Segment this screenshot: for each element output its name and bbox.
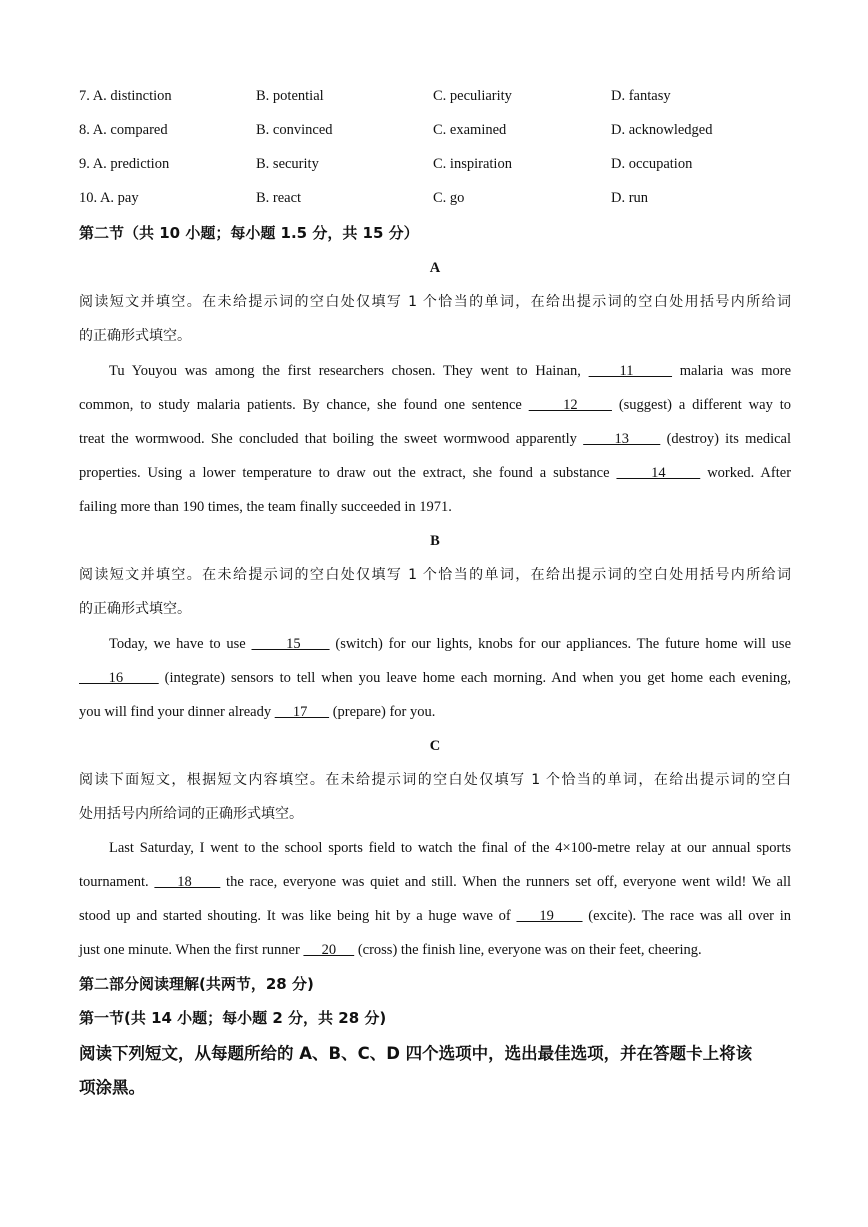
blank-11[interactable]: 11 (588, 363, 673, 379)
part-heading: 第二部分阅读理解(共两节，28 分) (79, 975, 314, 993)
option-a: 7. A. distinction (79, 88, 172, 104)
blank-14[interactable]: 14 (616, 465, 701, 481)
passage-a-instruction: 阅读短文并填空。在未给提示词的空白处仅填写 1 个恰当的单词，在给出提示词的空白处用括号内所给词 (79, 294, 791, 310)
passage-b-instruction: 阅读短文并填空。在未给提示词的空白处仅填写 1 个恰当的单词，在给出提示词的空白处用括号内所给词 (79, 567, 791, 583)
passage-c-line: Last Saturday, I went to the school sports field to watch the final of the 4×100-metre relay at our annual sports (109, 840, 791, 856)
option-d: D. occupation (611, 156, 693, 172)
passage-a-letter: A (429, 260, 441, 276)
reading-instruction-cont: 项涂黑。 (79, 1078, 145, 1097)
passage-b-line: Today, we have to use 15 (switch) for our lights, knobs for our appliances. The future home will use (109, 636, 792, 652)
option-c: C. inspiration (433, 156, 512, 172)
passage-b-letter: B (430, 533, 440, 549)
passage-a-line: common, to study malaria patients. By chance, she found one sentence 12 (suggest) a different way to (79, 397, 791, 413)
option-a: 9. A. prediction (79, 156, 170, 172)
option-d: D. fantasy (611, 88, 671, 104)
blank-19[interactable]: 19 (516, 908, 583, 924)
blank-13[interactable]: 13 (583, 431, 661, 447)
passage-a-line: failing more than 190 times, the team finally succeeded in 1971. (79, 499, 452, 515)
blank-16[interactable]: 16 (79, 670, 159, 686)
passage-b-line: you will find your dinner already 17 (prepare) for you. (79, 704, 436, 720)
question-10-options (79, 190, 791, 210)
passage-c-line: tournament. 18 the race, everyone was quiet and still. When the runners set off, everyone went wild! We all (79, 874, 792, 890)
blank-12[interactable]: 12 (528, 397, 612, 413)
option-b: B. react (256, 190, 302, 206)
section-heading: 第一节(共 14 小题；每小题 2 分，共 28 分) (79, 1009, 387, 1027)
blank-17[interactable]: 17 (274, 704, 330, 720)
passage-a-instruction-cont: 的正确形式填空。 (79, 328, 191, 344)
option-c: C. peculiarity (433, 88, 512, 104)
option-a: 10. A. pay (79, 190, 139, 206)
blank-15[interactable]: 15 (251, 636, 330, 652)
question-9-options (79, 156, 791, 176)
reading-instruction: 阅读下列短文，从每题所给的 A、B、C、D 四个选项中，选出最佳选项，并在答题卡上将该 (79, 1044, 753, 1063)
option-b: B. convinced (256, 122, 333, 138)
passage-b-instruction-cont: 的正确形式填空。 (79, 601, 191, 617)
passage-c-letter: C (429, 738, 441, 754)
option-c: C. go (433, 190, 465, 206)
option-c: C. examined (433, 122, 507, 138)
passage-a-line: treat the wormwood. She concluded that boiling the sweet wormwood apparently 13 (destroy) its medical (79, 431, 792, 447)
passage-c-line: stood up and started shouting. It was like being hit by a huge wave of 19 (excite). The race was all over in (79, 908, 792, 924)
section-heading: 第二节（共 10 小题；每小题 1.5 分，共 15 分） (79, 224, 419, 242)
passage-c-instruction-cont: 处用括号内所给词的正确形式填空。 (79, 806, 303, 822)
passage-c-instruction: 阅读下面短文，根据短文内容填空。在未给提示词的空白处仅填写 1 个恰当的单词，在给出提示词的空白 (79, 772, 791, 788)
question-7-options (79, 88, 791, 108)
option-d: D. acknowledged (611, 122, 713, 138)
blank-20[interactable]: 20 (303, 942, 355, 958)
passage-a-line: Tu Youyou was among the first researchers chosen. They went to Hainan, 11 malaria was more (109, 363, 791, 379)
passage-a-line: properties. Using a lower temperature to draw out the extract, she found a substance 14 worked. After (79, 465, 792, 481)
blank-18[interactable]: 18 (154, 874, 221, 890)
option-a: 8. A. compared (79, 122, 168, 138)
option-d: D. run (611, 190, 649, 206)
option-b: B. security (256, 156, 319, 172)
passage-b-line: 16 (integrate) sensors to tell when you leave home each morning. And when you get home each evening, (79, 670, 792, 686)
question-8-options (79, 122, 791, 142)
passage-c-line: just one minute. When the first runner 20 (cross) the finish line, everyone was on their feet, cheering. (79, 942, 702, 958)
option-b: B. potential (256, 88, 324, 104)
